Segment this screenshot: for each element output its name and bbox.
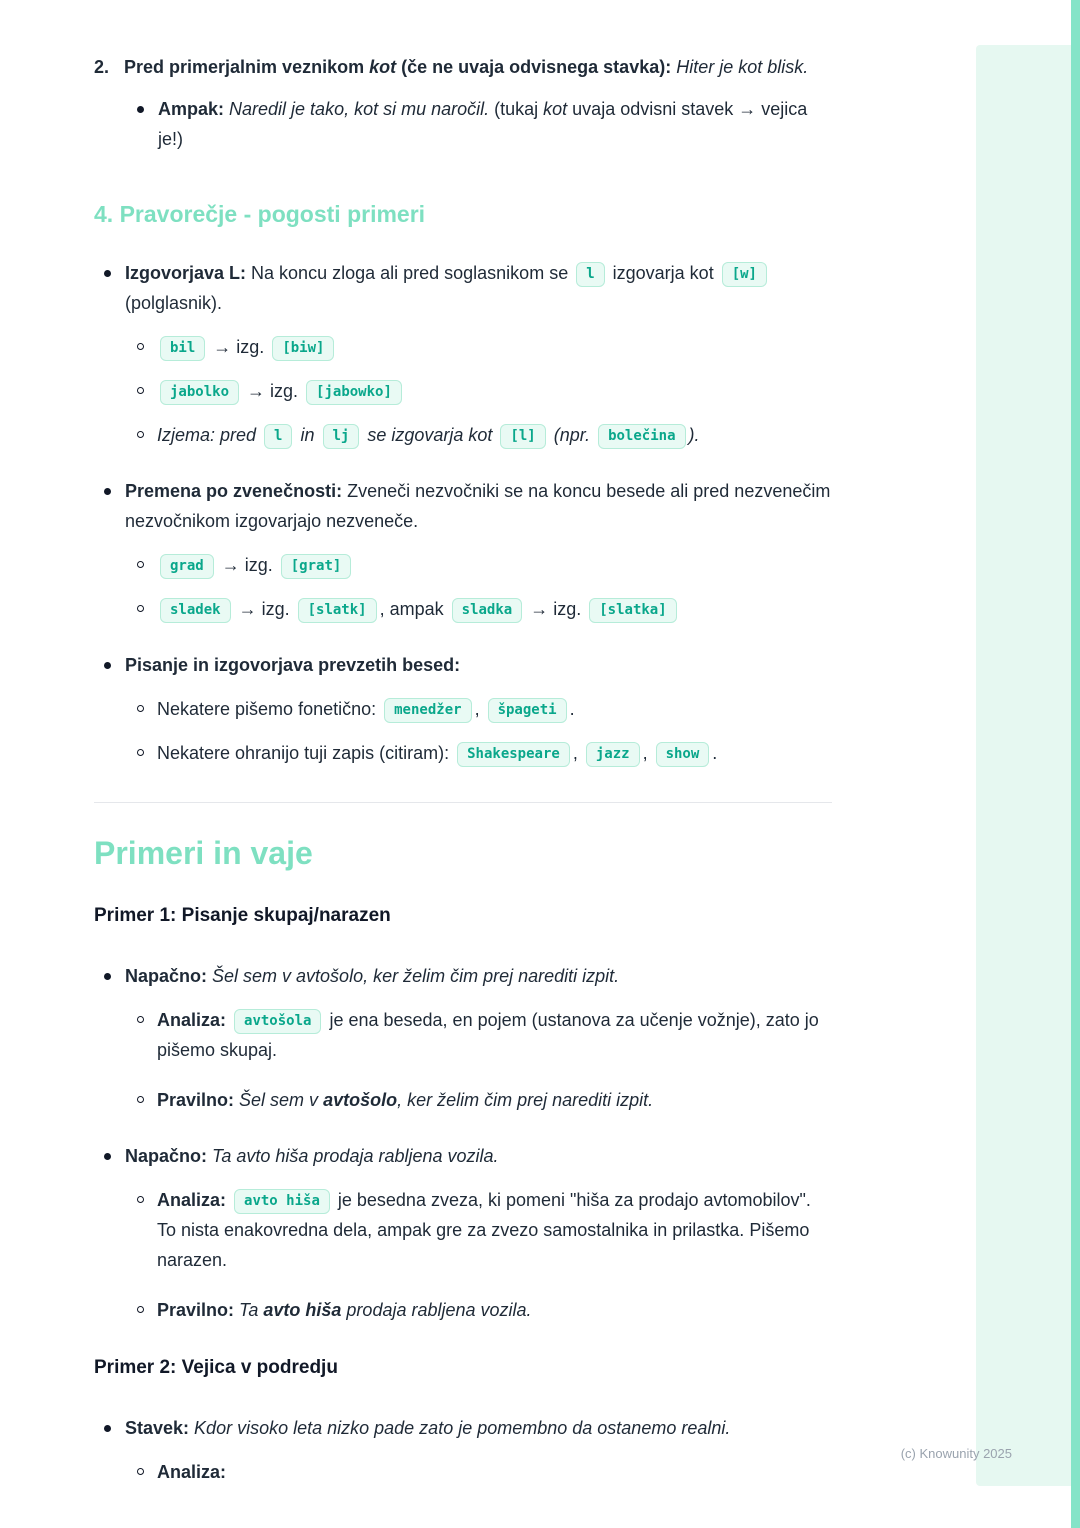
sub-bullet-text: [157, 694, 832, 724]
sub-bullet-text: [157, 1085, 832, 1115]
text-segment: Stavek:: [125, 1418, 195, 1438]
bullet-stavek: [94, 1413, 832, 1443]
inline-code-chip: špageti: [488, 698, 567, 723]
primer1-title: Primer 1: Pisanje skupaj/narazen: [94, 905, 391, 926]
inline-code-chip: bil: [160, 336, 205, 361]
text-segment: (polglasnik).: [125, 293, 223, 313]
bullet-marker: [104, 270, 111, 277]
sub-bullet-izjema: [137, 420, 832, 450]
item-text: [124, 52, 832, 82]
footer-copyright: (c) Knowunity 2025: [900, 1446, 1012, 1461]
sub-bullet-text: [157, 420, 832, 450]
circle-marker: [137, 605, 144, 612]
item-number: 2.: [94, 57, 110, 77]
text-segment: kot: [543, 99, 568, 119]
inline-code-chip: [l]: [500, 424, 545, 449]
text-segment: Kdor visoko leta nizko pade zato je pomembno da ostanemo realni.: [194, 1418, 731, 1438]
sub-bullet-analiza-3: [137, 1457, 832, 1487]
text-segment: Šel sem v avtošolo, ker želim čim prej narediti izpit.: [212, 966, 620, 986]
sub-bullet-grad: [137, 550, 832, 580]
sub-bullet-text: [157, 1295, 832, 1325]
inline-code-chip: [biw]: [272, 336, 334, 361]
sub-bullet-pravilno-2: [137, 1295, 832, 1325]
inline-code-chip: bolečina: [598, 424, 685, 449]
inline-code-chip: jabolko: [160, 380, 239, 405]
bullet-ampak: [137, 94, 832, 154]
right-rail: [976, 45, 1080, 1486]
bullet-premena: [94, 476, 832, 536]
bullet-marker: [104, 662, 111, 669]
section-divider: [94, 802, 832, 803]
sub-bullet-jabolko: [137, 376, 832, 406]
circle-marker: [137, 1016, 144, 1023]
bullet-izgovorjava-l: [94, 258, 832, 318]
bullet-text: [125, 961, 832, 991]
text-segment: in: [295, 425, 320, 445]
text-segment: kot: [369, 57, 397, 77]
circle-marker: [137, 1096, 144, 1103]
sub-bullet-text: [157, 1457, 832, 1487]
text-segment: Šel sem v: [239, 1090, 324, 1110]
bullet-text: [125, 1413, 832, 1443]
document-content: [94, 52, 832, 1487]
inline-code-chip: Shakespeare: [457, 742, 570, 767]
text-segment: izgovarja kot: [607, 263, 719, 283]
section-heading-primeri: Primeri in vaje: [94, 835, 313, 871]
inline-code-chip: [w]: [722, 262, 767, 287]
sub-bullet-text: [157, 738, 832, 768]
inline-code-chip: menedžer: [384, 698, 471, 723]
right-accent-strip: [1071, 0, 1080, 1528]
sub-bullet-text: [157, 550, 832, 580]
inline-code-chip: [jabowko]: [306, 380, 402, 405]
bullet-napacno-2: [94, 1141, 832, 1171]
text-segment: .: [712, 743, 718, 763]
circle-marker: [137, 1196, 144, 1203]
inline-code-chip: show: [656, 742, 710, 767]
sub-bullet-foneticno: [137, 694, 832, 724]
text-segment: avto hiša: [263, 1300, 342, 1320]
inline-code-chip: avto hiša: [234, 1189, 330, 1214]
bullet-text: [125, 1141, 832, 1171]
circle-marker: [137, 343, 144, 350]
text-segment: Na koncu zloga ali pred soglasnikom se: [251, 263, 574, 283]
inline-code-chip: jazz: [586, 742, 640, 767]
text-segment: Analiza:: [157, 1462, 227, 1482]
inline-code-chip: [grat]: [281, 554, 352, 579]
text-segment: Hiter je kot blisk.: [676, 57, 809, 77]
bullet-text: [125, 650, 832, 680]
sub-bullet-bil: [137, 332, 832, 362]
circle-marker: [137, 749, 144, 756]
bullet-marker: [104, 1425, 111, 1432]
text-segment: ,: [642, 743, 653, 763]
text-segment: ).: [688, 425, 700, 445]
text-segment: ,: [474, 699, 485, 719]
text-segment: prodaja rabljena vozila.: [341, 1300, 532, 1320]
sub-bullet-text: [157, 1005, 832, 1065]
text-segment: Pred primerjalnim veznikom: [124, 57, 370, 77]
sub-bullet-analiza-1: [137, 1005, 832, 1065]
text-segment: Ta avto hiša prodaja rabljena vozila.: [212, 1146, 499, 1166]
text-segment: se izgovarja kot: [362, 425, 498, 445]
sub-bullet-text: [157, 594, 832, 624]
circle-marker: [137, 705, 144, 712]
inline-code-chip: l: [264, 424, 292, 449]
sub-bullet-text: [157, 376, 832, 406]
text-segment: , ampak: [379, 599, 449, 619]
inline-code-chip: avtošola: [234, 1009, 321, 1034]
text-segment: (tukaj: [494, 99, 544, 119]
text-segment: Nekatere pišemo fonetično:: [157, 699, 382, 719]
text-segment: Analiza:: [157, 1010, 232, 1030]
text-segment: Pravilno:: [157, 1300, 240, 1320]
text-segment: Ampak:: [158, 99, 230, 119]
section-heading-pravorecje: 4. Pravorečje - pogosti primeri: [94, 201, 426, 227]
inline-code-chip: [slatka]: [589, 598, 676, 623]
inline-code-chip: grad: [160, 554, 214, 579]
bullet-napacno-1: [94, 961, 832, 991]
circle-marker: [137, 1468, 144, 1475]
text-segment: → izg.: [525, 599, 587, 619]
text-segment: , ker želim čim prej narediti izpit.: [397, 1090, 654, 1110]
text-segment: ,: [572, 743, 583, 763]
numbered-item-kot: [94, 52, 832, 82]
inline-code-chip: sladek: [160, 598, 231, 623]
text-segment: avtošolo: [323, 1090, 398, 1110]
text-segment: Napačno:: [125, 966, 213, 986]
text-segment: Pisanje in izgovorjava prevzetih besed:: [125, 655, 461, 675]
circle-marker: [137, 431, 144, 438]
text-segment: Izjema: pred: [157, 425, 262, 445]
bullet-text: [125, 258, 832, 318]
inline-code-chip: l: [576, 262, 604, 287]
text-segment: Ta: [239, 1300, 264, 1320]
bullet-marker: [104, 488, 111, 495]
circle-marker: [137, 1306, 144, 1313]
circle-marker: [137, 561, 144, 568]
text-segment: Izgovorjava L:: [125, 263, 252, 283]
text-segment: → izg.: [233, 599, 295, 619]
text-segment: (npr.: [548, 425, 596, 445]
sub-bullet-text: [157, 332, 832, 362]
circle-marker: [137, 387, 144, 394]
sub-bullet-text: [157, 1185, 832, 1275]
text-segment: → izg.: [216, 555, 278, 575]
text-segment: Zveneči nezvočniki se na koncu besede ali pred nezvenečim nezvočnikom izgovarjajo nezveneče.: [125, 481, 831, 531]
text-segment: je besedna zveza, ki pomeni "hiša za prodajo avtomobilov". To nista enakovredna dela, ampak gre za zvezo samostalnika in prilastka. Pišemo narazen.: [157, 1190, 811, 1270]
text-segment: uvaja odvisni stavek → vejica je!): [158, 99, 808, 149]
text-segment: je ena beseda, en pojem (ustanova za učenje vožnje), zato jo pišemo skupaj.: [157, 1010, 819, 1060]
text-segment: (če ne uvaja odvisnega stavka):: [396, 57, 677, 77]
bullet-marker: [137, 106, 144, 113]
bullet-prevzete-besede: [94, 650, 832, 680]
inline-code-chip: lj: [323, 424, 360, 449]
primer2-title: Primer 2: Vejica v podredju: [94, 1357, 338, 1378]
text-segment: Nekatere ohranijo tuji zapis (citiram):: [157, 743, 455, 763]
bullet-marker: [104, 973, 111, 980]
bullet-text: [158, 94, 832, 154]
inline-code-chip: [slatk]: [298, 598, 377, 623]
text-segment: Naredil je tako, kot si mu naročil.: [229, 99, 495, 119]
sub-bullet-tuji-zapis: [137, 738, 832, 768]
text-segment: Analiza:: [157, 1190, 232, 1210]
bullet-text: [125, 476, 832, 536]
text-segment: .: [569, 699, 575, 719]
text-segment: → izg.: [208, 337, 270, 357]
sub-bullet-analiza-2: [137, 1185, 832, 1275]
sub-bullet-sladek: [137, 594, 832, 624]
bullet-marker: [104, 1153, 111, 1160]
text-segment: Napačno:: [125, 1146, 213, 1166]
sub-bullet-pravilno-1: [137, 1085, 832, 1115]
text-segment: Premena po zvenečnosti:: [125, 481, 348, 501]
text-segment: → izg.: [242, 381, 304, 401]
inline-code-chip: sladka: [452, 598, 523, 623]
text-segment: Pravilno:: [157, 1090, 240, 1110]
